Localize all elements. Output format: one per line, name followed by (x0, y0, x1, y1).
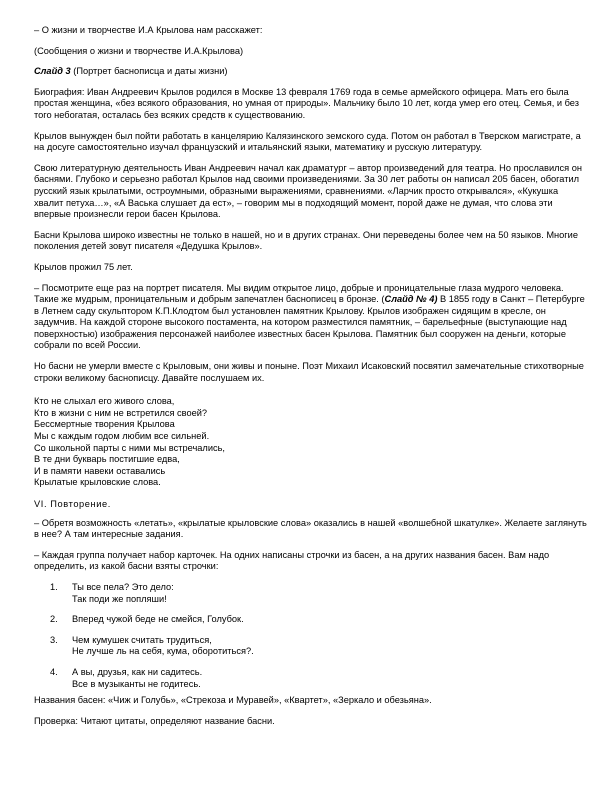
list-text (72, 635, 254, 658)
monument-text-start: – Посмотрите еще раз на портрет писателя. Мы видим открытое лицо, добрые и проницательные глаза мудрого человека. Такие же мудрым, проницательным и добрым запечатлен баснописец в бронзе. ( (34, 282, 564, 305)
list-text (72, 614, 244, 626)
intro-line: – О жизни и творчестве И.А Крылова нам расскажет: (34, 25, 263, 35)
review-paragraph: – Каждая группа получает набор карточек. На одних написаны строчки из басен, а на других названия басен. Вам надо определить, из какой басни взяты строчки: (34, 549, 550, 572)
document-body (34, 25, 590, 727)
fable-names: Названия басен: «Чиж и Голубь», «Стрекоза и Муравей», «Квартет», «Зеркало и обезьяна». (34, 695, 432, 706)
bio-paragraph: Но басни не умерли вместе с Крыловым, они живы и поныне. Поэт Михаил Исаковский посвятил замечательные стихотворные строки великому баснописцу. Давайте послушаем их. (34, 361, 584, 383)
bio-paragraph: Крылов вынужден был пойти работать в канцелярию Калязинского земского суда. Потом он работал в Тверском магистрате, а на досуге самостоятельно изучал французский и итальянский языки, математику и русскую литературу. (34, 130, 581, 153)
quote-line: Ты все пела? Это дело: (72, 581, 174, 592)
poem-line: Со школьной парты с ними мы встречались, (34, 442, 226, 453)
poem-line: Бессмертные творения Крылова (34, 419, 175, 430)
list-text (72, 582, 174, 605)
poem-line: Кто в жизни с ним не встретился своей? (34, 407, 208, 418)
list-number: 2. (50, 614, 58, 625)
poem-line: Крылатые крыловские слова. (34, 477, 161, 488)
quote-line: Все в музыканты не годитесь. (72, 678, 201, 689)
quote-line: Вперед чужой беде не смейся, Голубок. (72, 614, 244, 625)
quote-line: А вы, друзья, как ни садитесь. (72, 666, 203, 677)
poem (34, 396, 590, 489)
list-text (72, 667, 202, 690)
section-title: VI. Повторение. (34, 499, 111, 509)
quote-list (50, 582, 590, 690)
poem-line: И в памяти навеки оставались (34, 465, 166, 476)
list-number: 1. (50, 581, 58, 592)
review-paragraph: – Обретя возможность «летать», «крылатые крыловские слова» оказались в нашей «волшебной шкатулке». Желаете заглянуть в нее? А там интересные задания. (34, 517, 587, 540)
poem-line: Мы с каждым годом любим все сильней. (34, 431, 210, 442)
list-item (50, 635, 590, 658)
bio-paragraph: Биография: Иван Андреевич Крылов родился в Москве 13 февраля 1769 года в семье армейского офицера. Мать его была простая женщина, «без всякого образования, но умная от природы». Мальчику было 10 лет, когда умер его отец. Семья, и без того небогатая, осталась без всяких средств к существованию. (34, 86, 579, 120)
poem-line: В те дни букварь постигшие едва, (34, 454, 180, 465)
bio-paragraph: Басни Крылова широко известны не только в нашей, но и в других странах. Они переведены более чем на 50 языков. Многие поколения детей зовут писателя «Дедушка Крылов». (34, 229, 578, 252)
monument-paragraph (34, 283, 590, 353)
slide-3-label: Слайд 3 (34, 66, 71, 77)
intro-note: (Сообщения о жизни и творчестве И.А.Крылова) (34, 45, 244, 56)
poem-line: Кто не слыхал его живого слова, (34, 396, 175, 407)
slide-3-line (34, 66, 590, 78)
bio-paragraph: Крылов прожил 75 лет. (34, 261, 133, 272)
quote-line: Так поди же попляши! (72, 593, 167, 604)
slide-4-label: Слайд № 4) (384, 294, 438, 305)
list-item (50, 614, 590, 626)
slide-3-text: (Портрет баснописца и даты жизни) (70, 66, 228, 77)
quote-line: Чем кумушек считать трудиться, (72, 634, 212, 645)
list-number: 3. (50, 634, 58, 645)
list-item (50, 667, 590, 690)
check-line: Проверка: Читают цитаты, определяют название басни. (34, 715, 275, 726)
quote-line: Не лучше ль на себя, кума, оборотиться?. (72, 646, 254, 657)
list-item (50, 582, 590, 605)
bio-paragraph: Свою литературную деятельность Иван Андреевич начал как драматург – автор произведений для театра. Но прославился он баснями. Глубоко и серьезно работал Крылов над своими произведениями. За 30 лет работы он написал 205 басен, обогатил русский язык крылатыми, остроумными, образными выражениями, сравнениями. «Ларчик просто открывался», «Кукушка хвалит петуха…», «А Васька слушает да ест», – говорим мы в подходящий момент, порой даже не думая, что слова эти впервые произнесли герои басен Крылова. (34, 162, 582, 220)
list-number: 4. (50, 666, 58, 677)
monument-text-end: В 1855 году в Санкт – Петербурге в Летнем саду скульптором К.П.Клодтом был установлен памятник Крылову. Крылов изображен сидящим в кресле, он задумчив. На каждой стороне высокого постамента, на котором разместился памятник, – барельефные (выступающие над поверхностью) изображения персонажей наиболее известных басен Крылова. Памятник был сооружен на деньги, которые собрали по всей России. (34, 294, 585, 351)
